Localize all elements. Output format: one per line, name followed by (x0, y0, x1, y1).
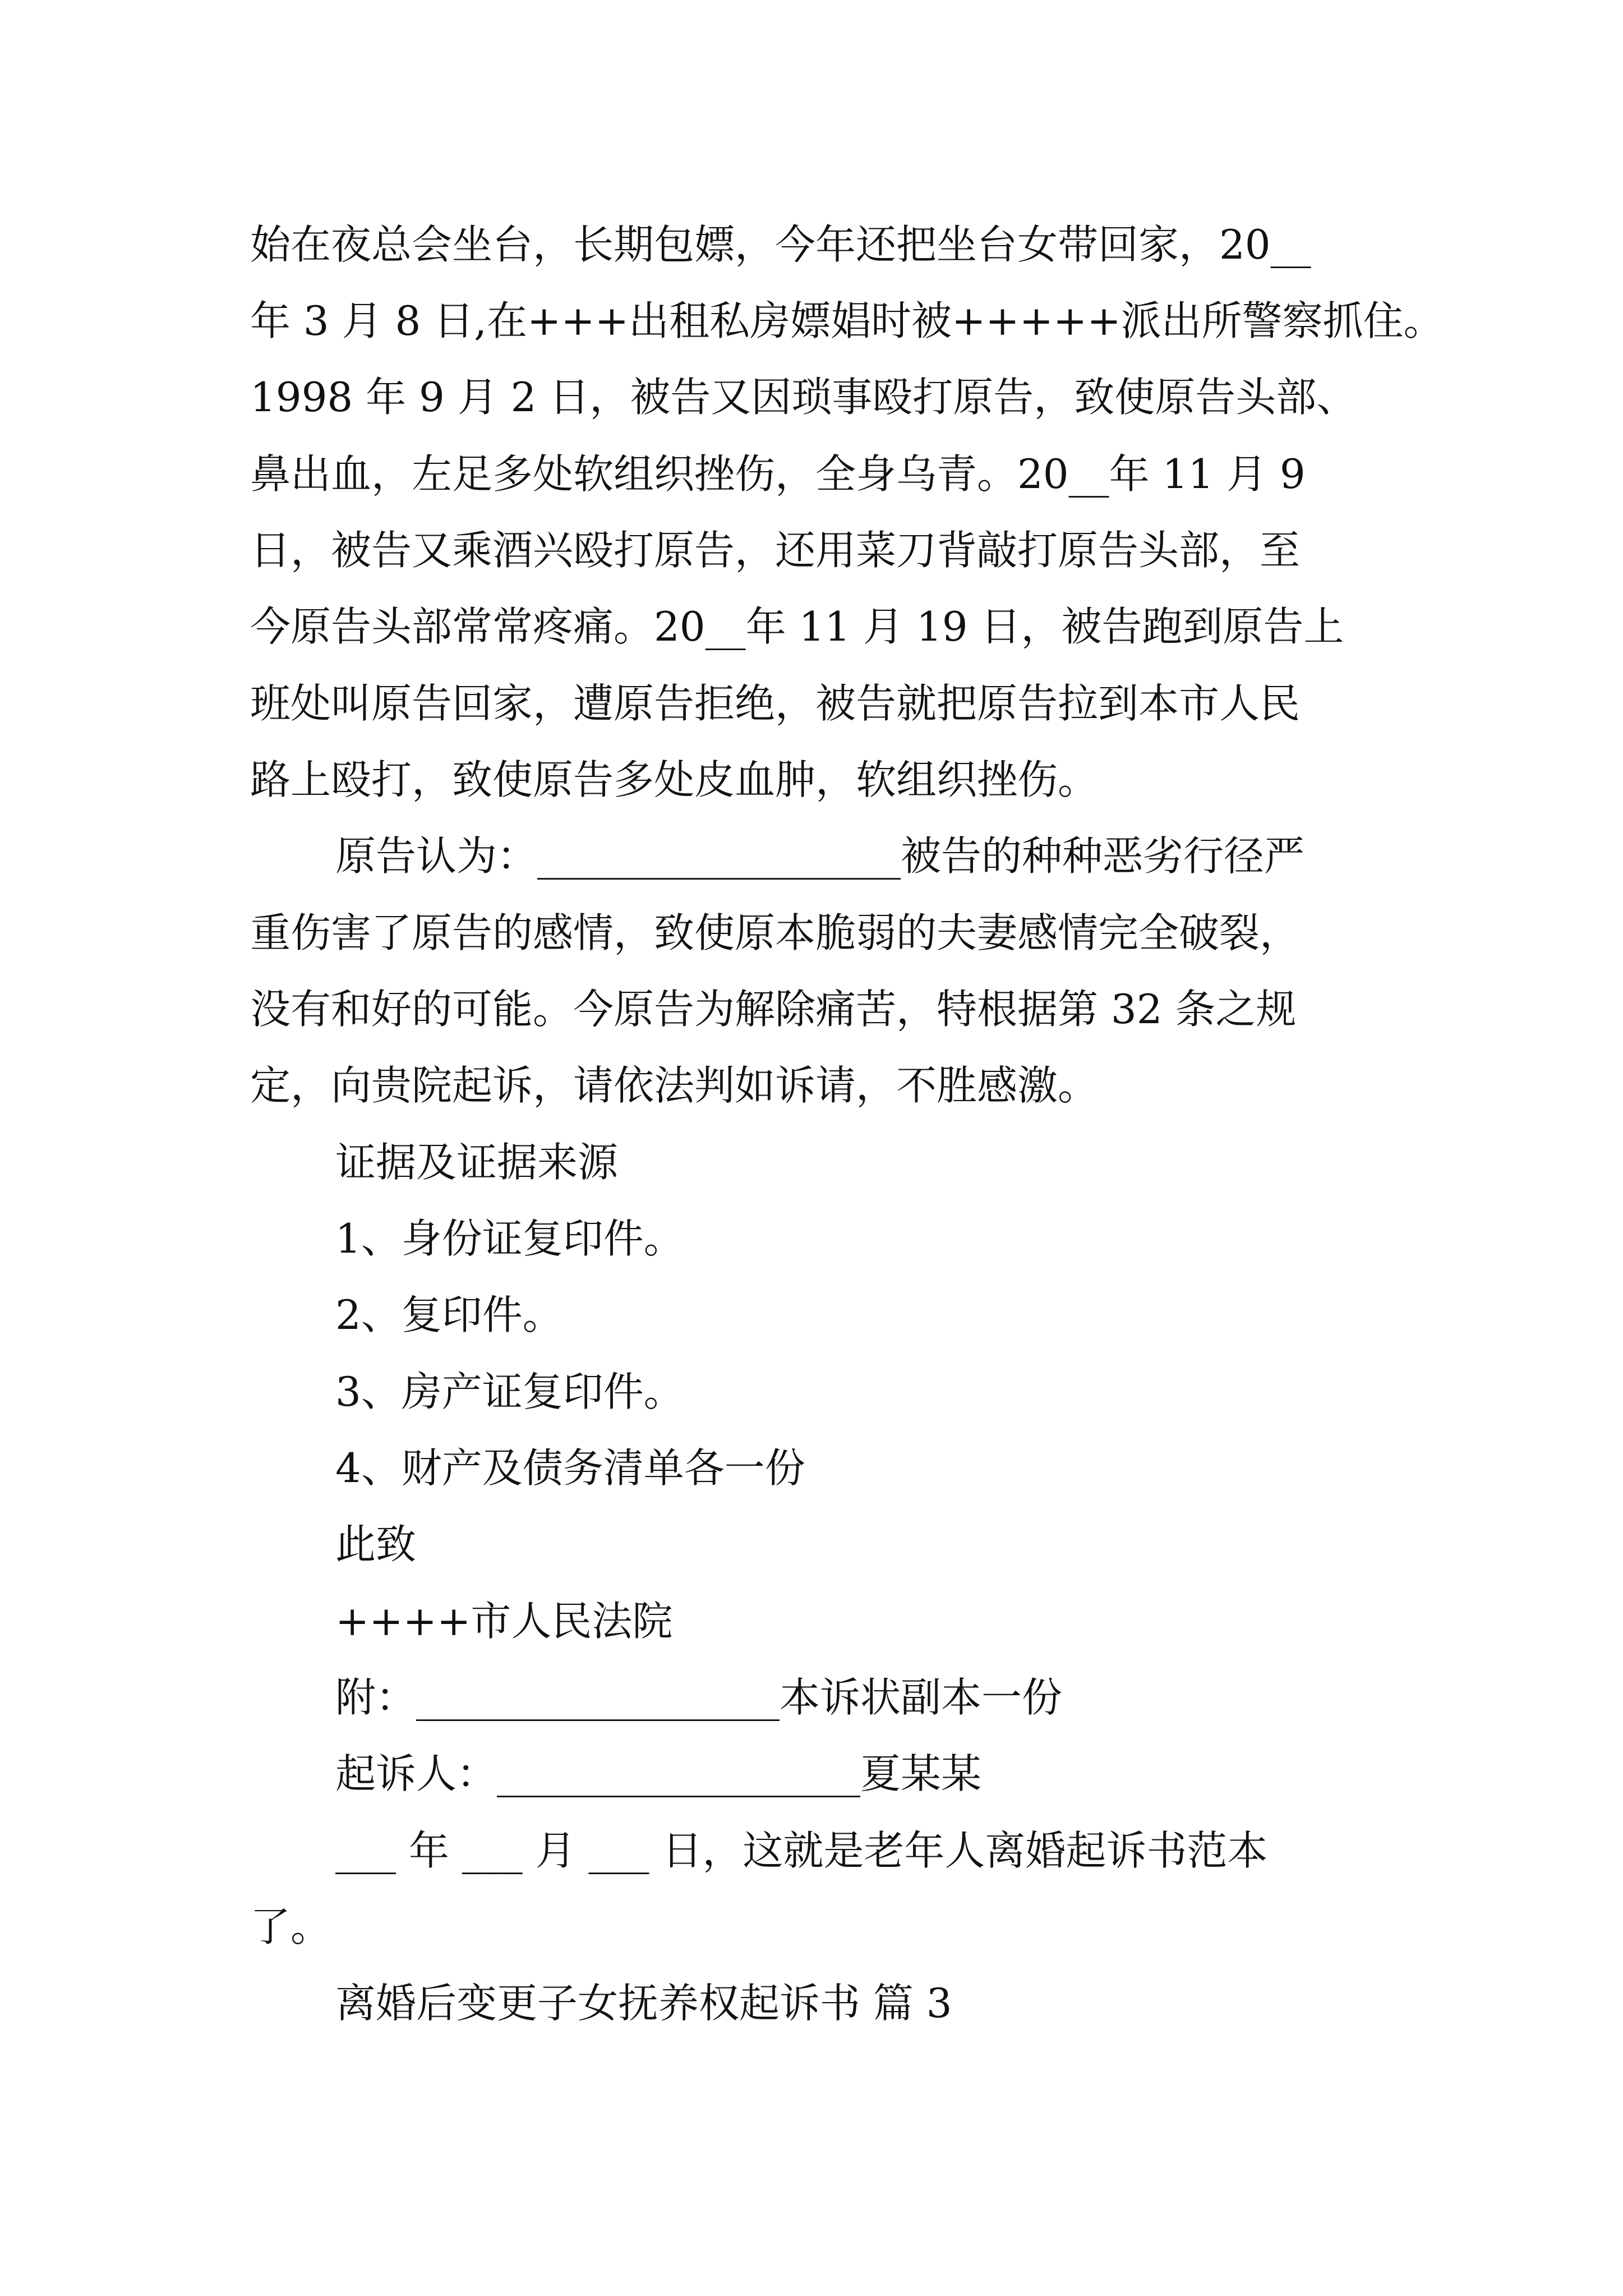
body-line: 始在夜总会坐台，长期包嫖，今年还把坐台女带回家，20__ (250, 221, 1311, 268)
plaintiff-line: 起诉人：__________________夏某某 (335, 1750, 982, 1797)
body-line: 班处叫原告回家，遭原告拒绝，被告就把原告拉到本市人民 (250, 680, 1301, 727)
evidence-item: 2、复印件。 (335, 1291, 563, 1338)
body-line: 年 3 月 8 日,在+++出租私房嫖娼时被+++++派出所警察抓住。 (250, 297, 1444, 344)
body-line: 1998 年 9 月 2 日，被告又因琐事殴打原告，致使原告头部、 (250, 374, 1357, 421)
body-line: 了。 (250, 1903, 331, 1950)
evidence-item: 4、财产及债务清单各一份 (335, 1444, 805, 1492)
attachment-line: 附：__________________本诉状副本一份 (335, 1674, 1063, 1721)
body-line: 重伤害了原告的感情，致使原本脆弱的夫妻感情完全破裂， (250, 909, 1301, 956)
paragraph-line: 原告认为：__________________被告的种种恶劣行径严 (335, 832, 1305, 880)
evidence-item: 3、房产证复印件。 (335, 1368, 684, 1415)
body-line: 路上殴打，致使原告多处皮血肿，软组织挫伤。 (250, 756, 1099, 803)
body-line: 今原告头部常常疼痛。20__年 11 月 19 日，被告跑到原告上 (250, 603, 1344, 650)
evidence-item: 1、身份证复印件。 (335, 1215, 684, 1262)
body-line: 没有和好的可能。今原告为解除痛苦，特根据第 32 条之规 (250, 986, 1297, 1033)
body-line: 日，被告又乘酒兴殴打原告，还用菜刀背敲打原告头部，至 (250, 527, 1301, 574)
body-line: 鼻出血，左足多处软组织挫伤，全身乌青。20__年 11 月 9 (250, 450, 1306, 498)
evidence-heading: 证据及证据来源 (335, 1139, 619, 1186)
section-heading: 离婚后变更子女抚养权起诉书 篇 3 (335, 1980, 952, 2027)
body-line: 定，向贵院起诉，请依法判如诉请，不胜感激。 (250, 1062, 1099, 1109)
date-line: ___ 年 ___ 月 ___ 日，这就是老年人离婚起诉书范本 (335, 1827, 1268, 1874)
closing-line: 此致 (335, 1521, 417, 1568)
court-name: ++++市人民法院 (335, 1598, 673, 1645)
